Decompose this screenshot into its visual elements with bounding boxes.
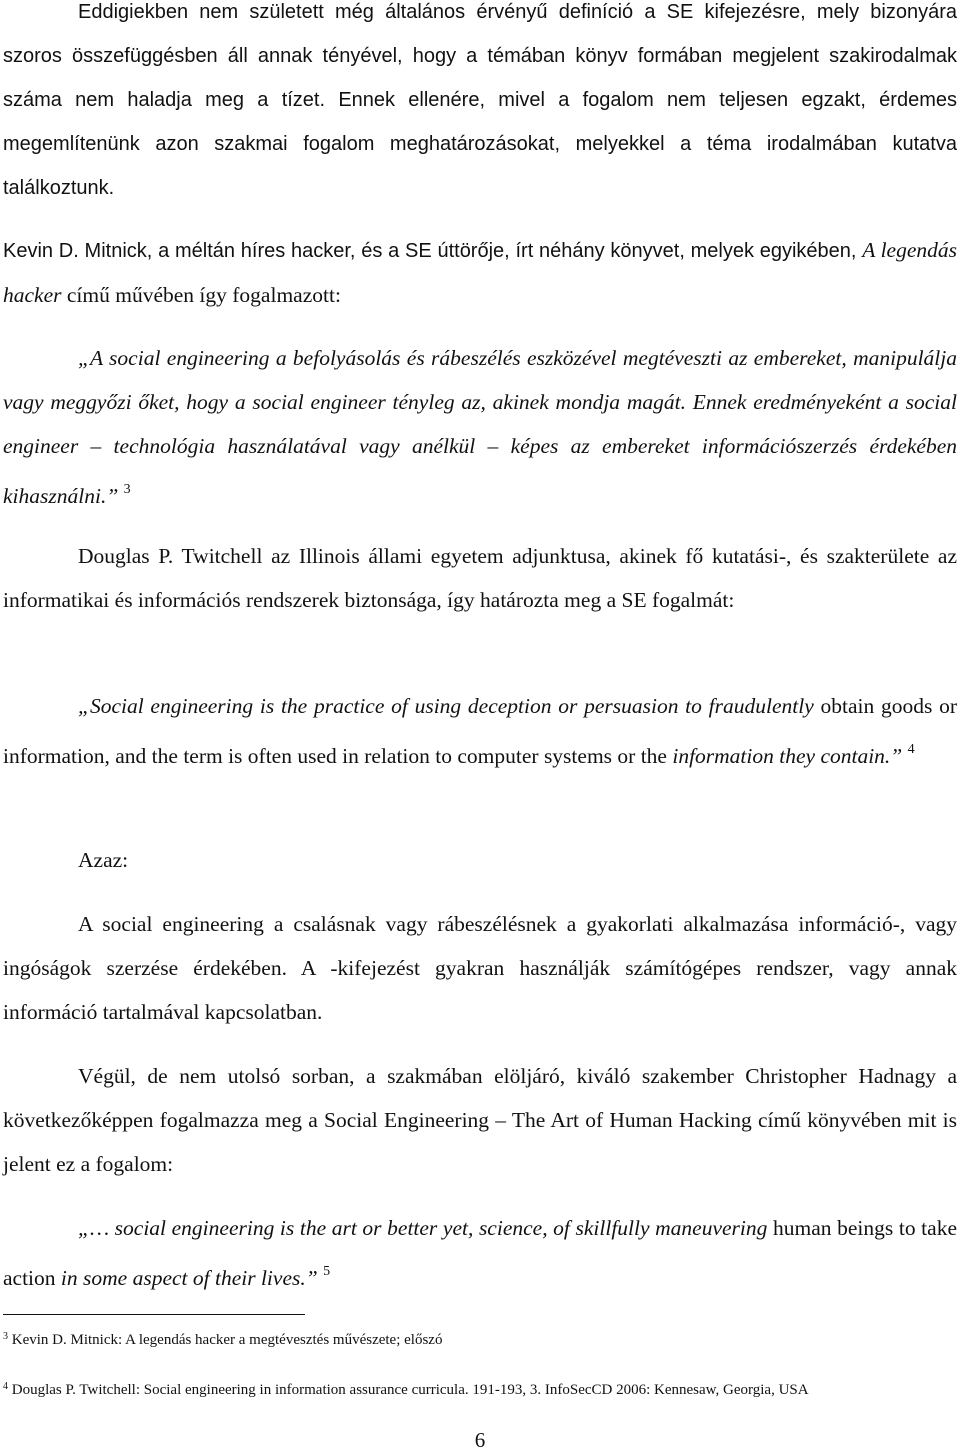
hadnagy-quote-line2: human beings to take action: [3, 1216, 957, 1290]
definition-paragraph: A social engineering a csalásnak vagy rábeszélésnek a gyakorlati alkalmazása információ-, vagy ingóságok szerzése érdekében. A -kifejezést gyakran használják számítógépes rendszer, vagy annak információ tartalmával kapcsolatban.: [3, 912, 957, 1024]
twitchell-quote: [3, 684, 957, 778]
footnote-ref-3: 3: [123, 482, 131, 497]
footnote-ref-5: 5: [323, 1264, 331, 1279]
hadnagy-paragraph: Végül, de nem utolsó sorban, a szakmában elöljáró, kiváló szakember Christopher Hadnagy a következőképpen fogalmazza meg a Social Engineering – The Art of Human Hacking című könyvében mit is jelent ez a fogalom:: [3, 1064, 957, 1176]
footnote-ref-4: 4: [907, 742, 915, 757]
mitnick-text-start: Kevin D. Mitnick, a méltán híres hacker, és a SE úttörője, írt néhány könyvet, melyek egyikében,: [3, 240, 863, 262]
footnote-4: [3, 1377, 953, 1400]
twitchell-quote-line2: obtain goods or information, and the term is often used in relation to computer systems or the: [3, 694, 957, 768]
azaz-label: Azaz:: [78, 848, 129, 872]
footnote-3-text: Kevin D. Mitnick: A legendás hacker a megtévesztés művészete; előszó: [11, 1332, 443, 1348]
mitnick-book-title: A legendás hacker: [3, 238, 958, 307]
twitchell-paragraph: Douglas P. Twitchell az Illinois állami egyetem adjunktusa, akinek fő kutatási-, és szakterülete az informatikai és információs rendszerek biztonsága, így határozta meg a SE fogalmát:: [3, 544, 957, 612]
intro-paragraph: Eddigiekben nem született még általános érvényű definíció a SE kifejezésre, mely bizonyára szoros összefüggésben áll annak tényével, hogy a témában könyv formában megjelent szakirodalmak száma nem haladja meg a tízet. Ennek ellenére, mivel a fogalom nem teljesen egzakt, érdemes megemlítenünk azon szakmai fogalom meghatározásokat, melyekkel a téma irodalmában kutatva találkoztunk.: [3, 1, 957, 199]
hadnagy-quote-end: in some aspect of their lives.”: [60, 1266, 318, 1290]
footnote-4-number: 4: [3, 1381, 8, 1392]
footnote-3-number: 3: [3, 1331, 8, 1342]
hadnagy-quote-line1: „… social engineering is the art or better yet, science, of skillfully maneuvering: [78, 1216, 773, 1240]
mitnick-paragraph: [3, 228, 957, 317]
hadnagy-quote: [3, 1206, 957, 1300]
footnote-4-text: Douglas P. Twitchell: Social engineering in information assurance curricula. 191-193, 3. InfoSecCD 2006: Kennesaw, Georgia, USA: [11, 1382, 809, 1398]
footnote-separator: [3, 1314, 305, 1315]
page-number: 6: [474, 1428, 486, 1452]
mitnick-quote-text: „A social engineering a befolyásolás és rábeszélés eszközével megtéveszti az embereket, manipulálja vagy meggyőzi őket, hogy a social engineer tényleg az, akinek mondja magát. Ennek eredményeként a social engineer – technológia használatával vagy anélkül – képes az embereket információszerzés érdekében kihasználni.”: [3, 346, 957, 508]
footnote-3: [3, 1327, 953, 1350]
twitchell-quote-end: information they contain.”: [672, 744, 903, 768]
mitnick-quote: [3, 336, 957, 518]
mitnick-text-end: című művében így fogalmazott:: [61, 283, 341, 307]
twitchell-quote-line1: „Social engineering is the practice of using deception or persuasion to fraudulently: [78, 694, 821, 718]
